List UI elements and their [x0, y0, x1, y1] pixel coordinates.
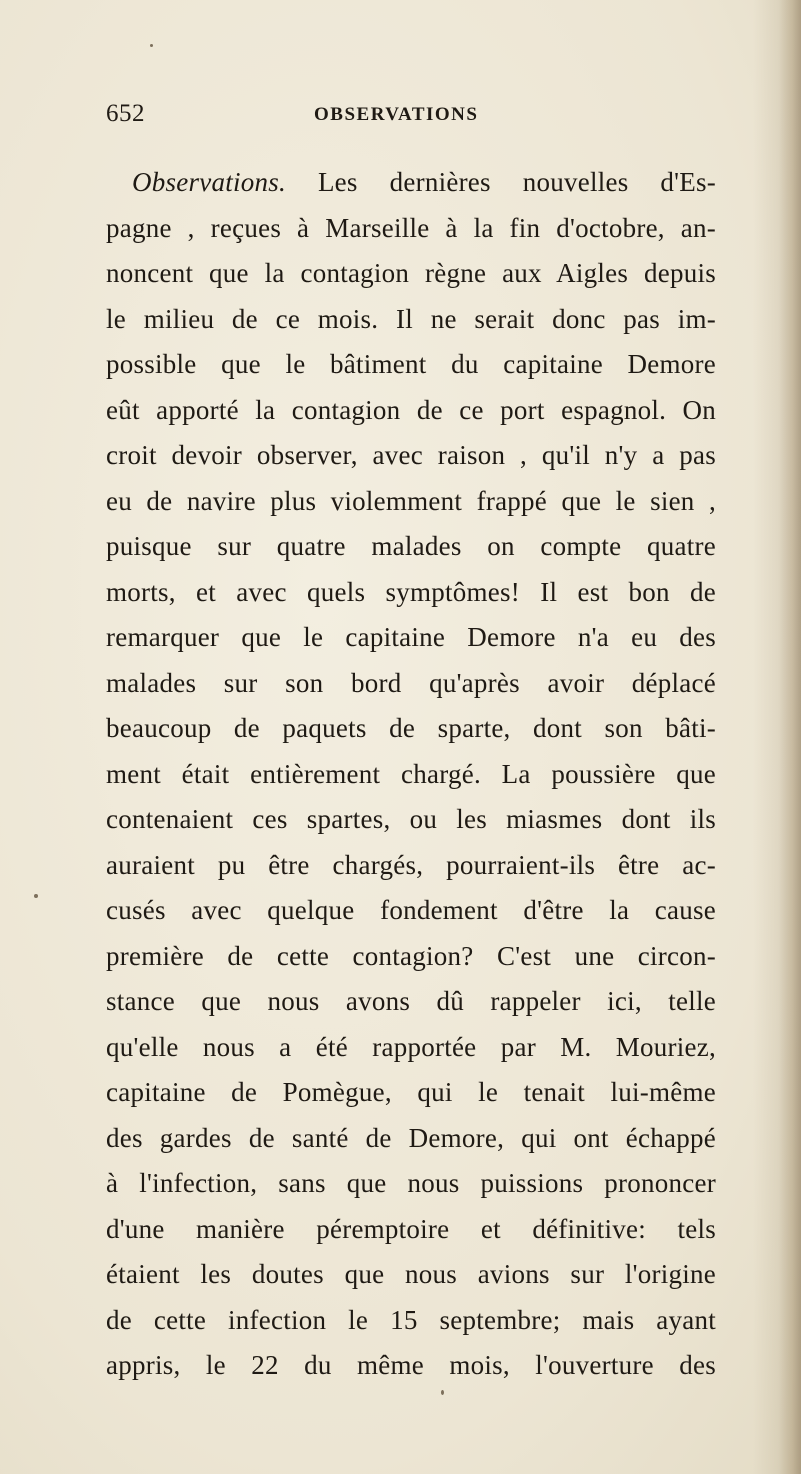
- paper-speck: [150, 44, 153, 47]
- paper-speck: [441, 1390, 444, 1395]
- text-line: croit devoir observer, avec raison , qu'il n'y a pas: [106, 440, 716, 470]
- text-line: de cette infection le 15 septembre; mais ayant: [106, 1304, 716, 1335]
- text-line: des gardes de santé de Demore, qui ont échappé: [106, 1122, 716, 1153]
- text-line: malades sur son bord qu'après avoir déplacé: [106, 667, 716, 698]
- text-line: à l'infection, sans que nous puissions prononcer: [106, 1168, 716, 1198]
- text-line: contenaient ces spartes, ou les miasmes dont ils: [106, 804, 716, 834]
- text-line: le milieu de ce mois. Il ne serait donc pas im-: [106, 303, 716, 334]
- text-line: eu de navire plus violemment frappé que le sien ,: [106, 485, 716, 516]
- running-head: OBSERVATIONS: [314, 104, 479, 125]
- text-line: première de cette contagion? C'est une circon-: [106, 940, 716, 971]
- text-line: cusés avec quelque fondement d'être la cause: [106, 895, 716, 925]
- page-edge-shadow: [779, 0, 801, 1474]
- body-paragraph: [106, 160, 716, 1389]
- first-line-rest: Les dernières nouvelles d'Es-: [317, 167, 716, 197]
- page-number: 652: [106, 100, 145, 127]
- text-line: stance que nous avons dû rappeler ici, telle: [106, 986, 716, 1016]
- text-line: qu'elle nous a été rapportée par M. Mouriez,: [106, 1031, 716, 1062]
- paper-speck: [34, 894, 38, 898]
- text-line: pagne , reçues à Marseille à la fin d'octobre, an-: [106, 212, 716, 243]
- text-line: possible que le bâtiment du capitaine Demore: [106, 349, 716, 379]
- text-line-1: [106, 160, 716, 206]
- text-line: auraient pu être chargés, pourraient-ils être ac-: [106, 849, 716, 880]
- text-line: noncent que la contagion règne aux Aigles depuis: [106, 258, 716, 288]
- text-line: capitaine de Pomègue, qui le tenait lui-même: [106, 1077, 716, 1107]
- text-line: eût apporté la contagion de ce port espagnol. On: [106, 394, 716, 425]
- text-line: d'une manière péremptoire et définitive: tels: [106, 1213, 716, 1244]
- text-line: beaucoup de paquets de sparte, dont son bâti-: [106, 713, 716, 743]
- page-header: [106, 92, 706, 132]
- text-line: remarquer que le capitaine Demore n'a eu des: [106, 622, 716, 652]
- text-line: appris, le 22 du même mois, l'ouverture des: [106, 1350, 716, 1380]
- text-line: morts, et avec quels symptômes! Il est bon de: [106, 576, 716, 607]
- text-line: étaient les doutes que nous avions sur l'origine: [106, 1259, 716, 1289]
- text-line: ment était entièrement chargé. La poussière que: [106, 758, 716, 789]
- lead-in-italic: Observations.: [132, 167, 286, 197]
- text-line: puisque sur quatre malades on compte quatre: [106, 531, 716, 561]
